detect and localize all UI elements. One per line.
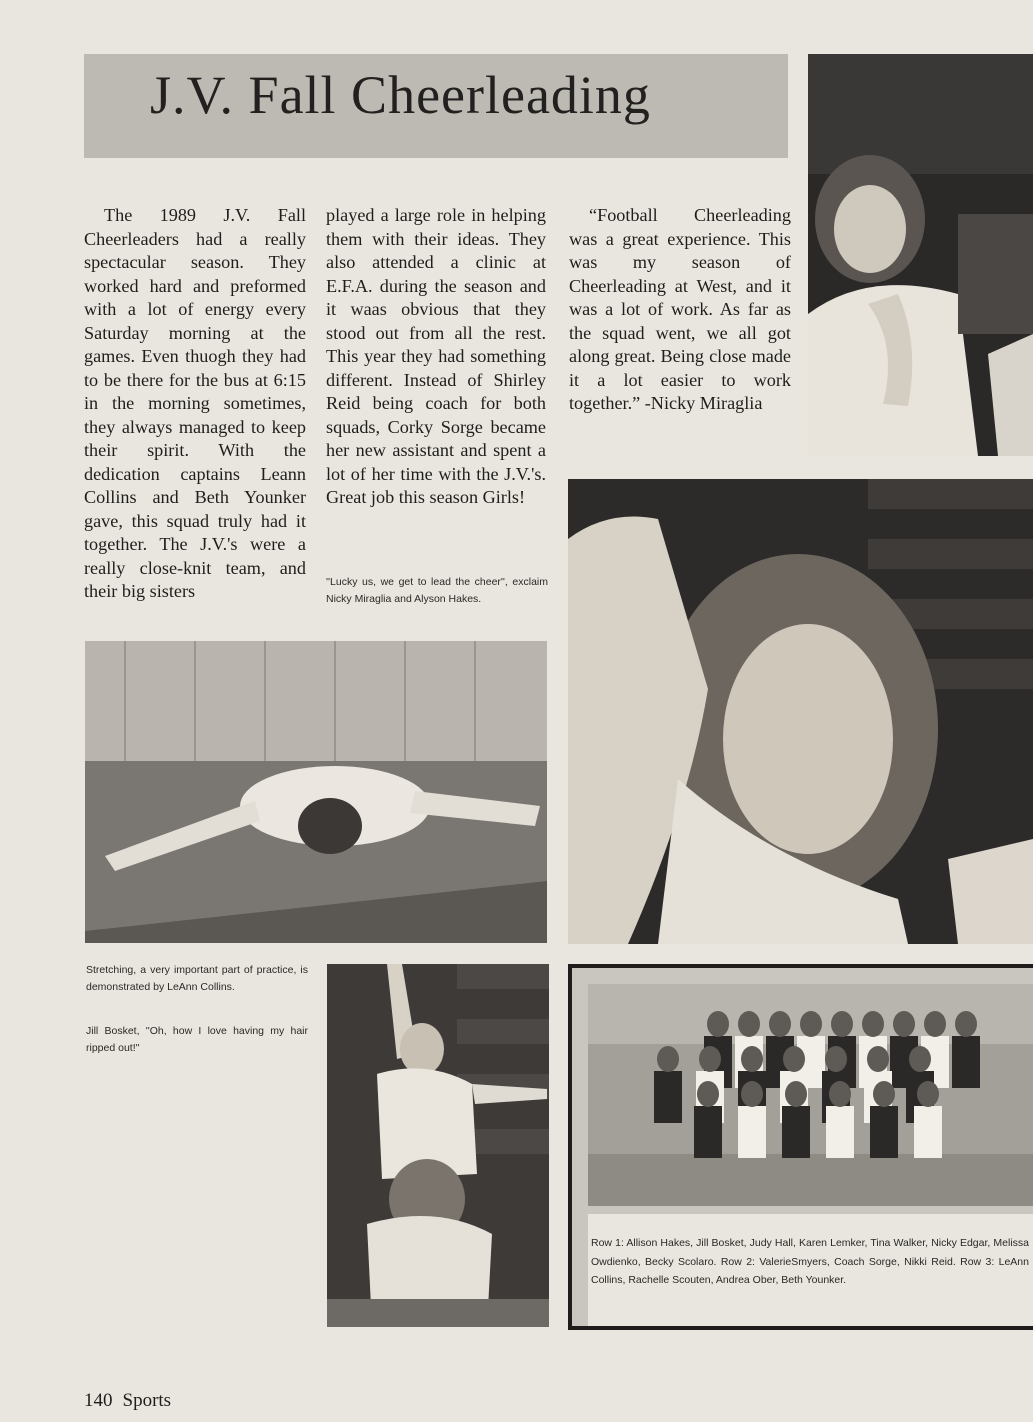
body-text-2: played a large role in helping them with their ideas. They also attended a clinic at E.F.A. during the season and it waas obvious that they stood out from all the rest. This year they had something different. Instead of Shirley Reid being coach for both squads, Corky Sorge became her new assistant and spent a lot of her time with the J.V.'s. Great job this season Girls! <box>326 205 546 507</box>
quote-column <box>569 204 791 416</box>
page-number: 140 <box>84 1390 113 1411</box>
caption-stretching: Stretching, a very important part of practice, is demonstrated by LeAnn Collins. <box>86 964 308 993</box>
caption-hair: Jill Bosket, ''Oh, how I love having my hair ripped out!'' <box>86 1025 308 1054</box>
photo-hair-ripped <box>327 964 549 1327</box>
caption-lead-cheer: ''Lucky us, we get to lead the cheer'', exclaim Nicky Miraglia and Alyson Hakes. <box>326 576 548 605</box>
page-title: J.V. Fall Cheerleading <box>150 65 651 125</box>
photo-cheerleader-clapping <box>808 54 1033 456</box>
body-text-1: The 1989 J.V. Fall Cheerleaders had a really spectacular season. They worked hard and preformed with a lot of energy every Saturday morning at the games. Even thuogh they had to be there for the bus at 6:15 in the morning sometimes, they always managed to keep their spirit. With the dedication captains Leann Collins and Beth Younker gave, this squad truly had it together. The J.V.'s were a really close-knit team, and their big sisters <box>84 205 306 601</box>
page-folio <box>84 1390 181 1412</box>
caption-group: Row 1: Allison Hakes, Jill Bosket, Judy Hall, Karen Lemker, Tina Walker, Nicky Edgar, Melissa Owdienko, Becky Scolaro. Row 2: ValerieSmyers, Coach Sorge, Nikki Reid. Row 3: LeAnn Collins, Rachelle Scouten, Andrea Ober, Beth Younker. <box>591 1237 1029 1286</box>
body-column-1 <box>84 204 306 604</box>
quote-text: “Football Cheerleading was a great experience. This was my season of Cheerleading at West, and it was a lot of work. As far as the squad went, we all got along great. Being close made it a lot easier to work together.” -Nicky Miraglia <box>569 205 791 413</box>
photo-stretching <box>85 641 547 943</box>
section-name: Sports <box>122 1390 172 1411</box>
photo-lead-the-cheer <box>568 479 1033 944</box>
body-column-2 <box>326 204 546 510</box>
